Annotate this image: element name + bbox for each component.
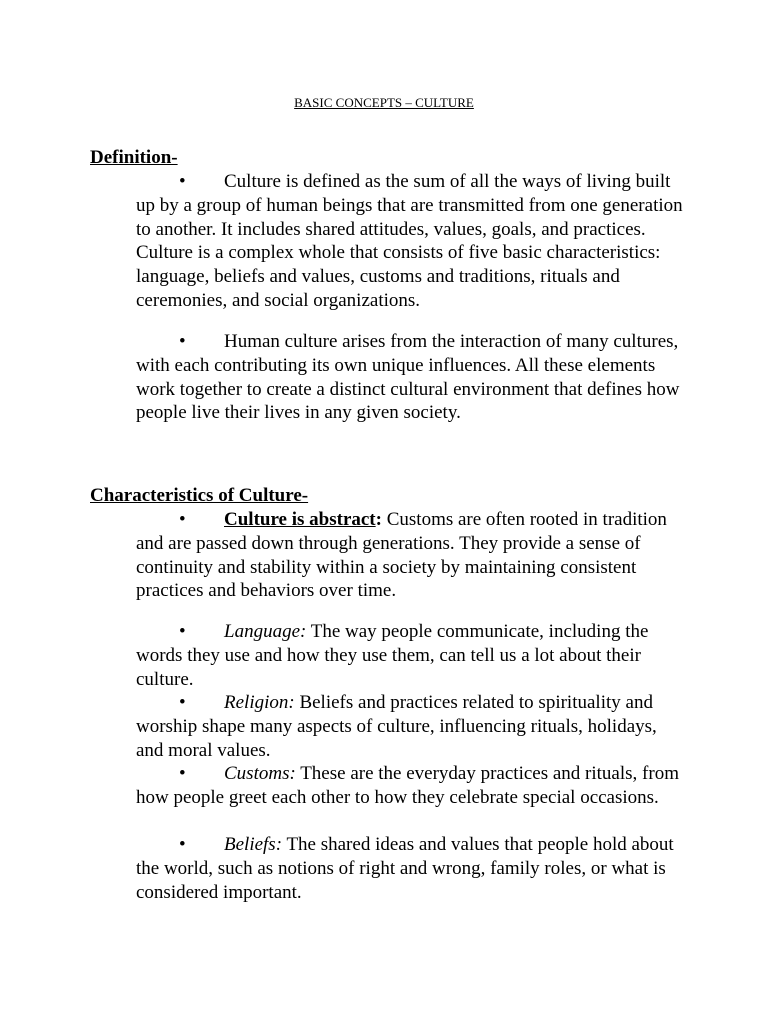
definition-paragraph-2 xyxy=(136,330,686,425)
definition-text-1: Culture is defined as the sum of all the ways of living built up by a group of human beings that are transmitted from one generation to another. It includes shared attitudes, values, goals, and practices. Culture is a complex whole that consists of five basic characteristics: language, beliefs and values, customs and traditions, rituals and ceremonies, and social organizations. xyxy=(136,171,683,311)
bullet-marker: • xyxy=(179,331,186,352)
characteristic-term: Customs: xyxy=(224,763,296,784)
bullet-marker: • xyxy=(179,834,186,855)
characteristic-item-beliefs xyxy=(136,833,686,904)
bullet-marker: • xyxy=(179,692,186,713)
definition-text-2: Human culture arises from the interaction of many cultures, with each contributing its own unique influences. All these elements work together to create a distinct cultural environment that defines how people live their lives in any given society. xyxy=(136,331,680,424)
characteristic-term-colon: : xyxy=(375,509,382,530)
characteristic-term: Beliefs: xyxy=(224,834,283,855)
characteristics-heading: Characteristics of Culture- xyxy=(90,485,309,506)
characteristic-item-religion xyxy=(136,691,686,762)
characteristic-text: The shared ideas and values that people hold about the world, such as notions of right and wrong, family roles, or what is considered important. xyxy=(136,834,674,903)
characteristic-text: The way people communicate, including the words they use and how they use them, can tell us a lot about their culture. xyxy=(136,621,649,690)
definition-heading: Definition- xyxy=(90,147,178,168)
bullet-marker: • xyxy=(179,621,186,642)
characteristic-item-abstract xyxy=(136,508,686,603)
characteristic-text: Customs are often rooted in tradition and are passed down through generations. They provide a sense of continuity and stability within a society by maintaining consistent practices and behaviors over time. xyxy=(136,509,667,602)
characteristic-term: Language: xyxy=(224,621,307,642)
characteristic-text: Beliefs and practices related to spirituality and worship shape many aspects of culture, influencing rituals, holidays, and moral values. xyxy=(136,692,657,761)
characteristic-item-language xyxy=(136,620,686,691)
bullet-marker: • xyxy=(179,509,186,530)
characteristic-item-customs xyxy=(136,762,686,810)
characteristic-term: Culture is abstract xyxy=(224,509,376,530)
document-title: BASIC CONCEPTS – CULTURE xyxy=(294,95,474,110)
characteristic-term: Religion: xyxy=(224,692,295,713)
characteristic-text: These are the everyday practices and rituals, from how people greet each other to how they celebrate special occasions. xyxy=(136,763,679,808)
bullet-marker: • xyxy=(179,763,186,784)
bullet-marker: • xyxy=(179,171,186,192)
definition-paragraph-1 xyxy=(136,170,686,313)
